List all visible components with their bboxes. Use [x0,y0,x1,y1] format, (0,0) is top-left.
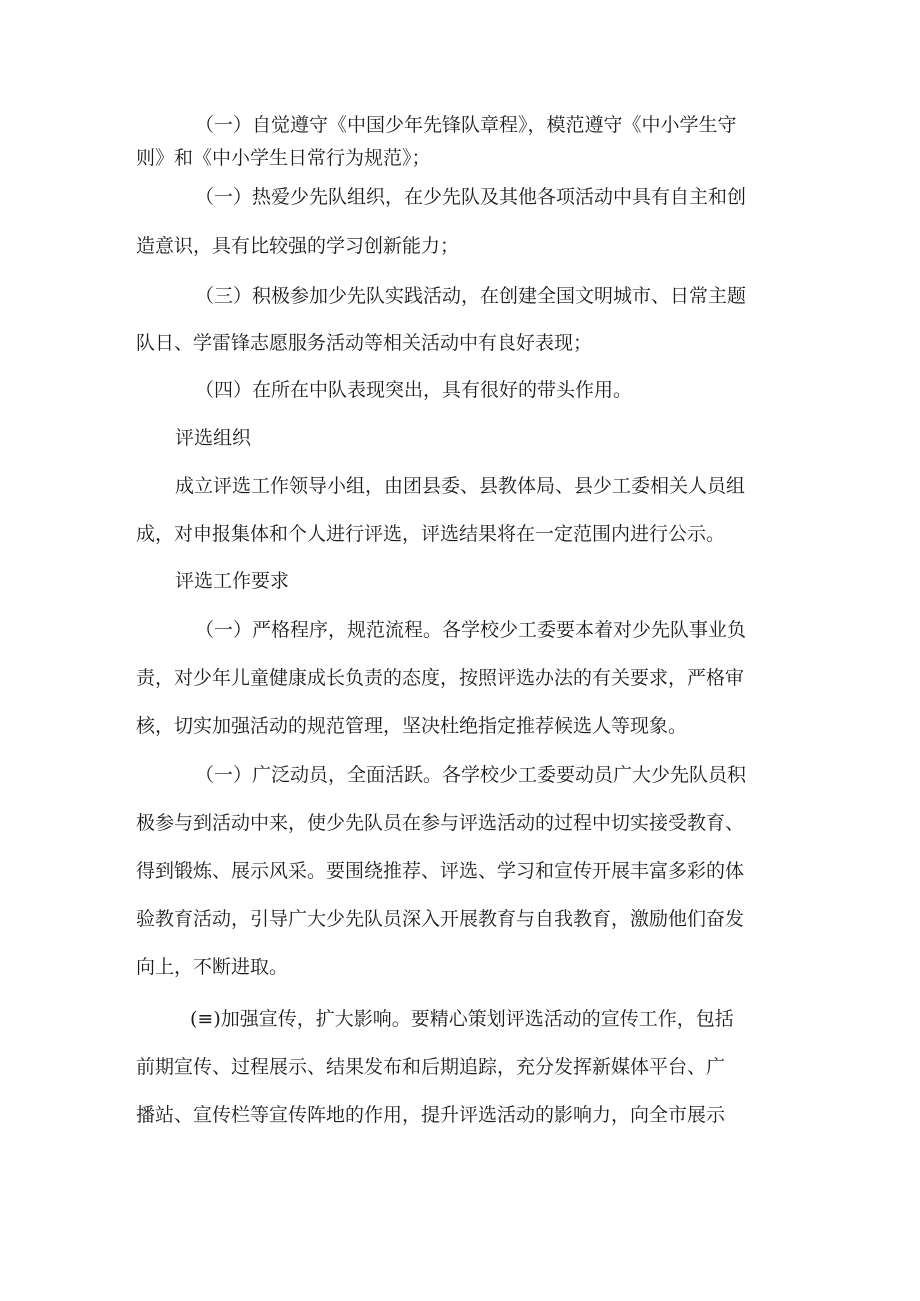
text-line: 成立评选工作领导小组，由团县委、县教体局、县少工委相关人员组 [175,475,746,497]
heading-text: 评选工作要求 [175,570,290,592]
text-line: 前期宣传、过程展示、结果发布和后期追踪，充分发挥新媒体平台、广 [136,1056,726,1078]
text-line: 极参与到活动中来，使少先队员在参与评选活动的过程中切实接受教育、 [136,812,745,834]
text-line: （四）在所在中队表现突出，具有很好的带头作用。 [195,379,633,401]
text-line: （三）积极参加少先队实践活动，在创建全国文明城市、日常主题 [195,285,747,307]
text-line: （一）自觉遵守《中国少年先锋队章程》，模范遵守《中小学生守 [195,114,737,136]
text-line: 则》和《中小学生日常行为规范》； [136,147,431,169]
text-line: (≡)加强宣传，扩大影响。要精心策划评选活动的宣传工作，包括 [190,1008,734,1030]
text-line: （一）严格程序，规范流程。各学校少工委要本着对少先队事业负 [195,619,747,641]
text-line: （一）热爱少先队组织，在少先队及其他各项活动中具有自主和创 [195,186,747,208]
text-line: 验教育活动，引导广大少先队员深入开展教育与自我教育，激励他们奋发 [136,908,745,930]
text-line: 成，对申报集体和个人进行评选，评选结果将在一定范围内进行公示。 [136,523,726,545]
text-line: 向上，不断进取。 [136,956,289,978]
text-line: 责，对少年儿童健康成长负责的态度，按照评选办法的有关要求，严格审 [136,667,745,689]
text-line: 得到锻炼、展示风采。要围绕推荐、评选、学习和宣传开展丰富多彩的体 [136,860,745,882]
text-line: 核，切实加强活动的规范管理，坚决杜绝指定推荐候选人等现象。 [136,715,688,737]
text-line: 播站、宣传栏等宣传阵地的作用，提升评选活动的影响力，向全市展示 [136,1104,726,1126]
text-line: 队日、学雷锋志愿服务活动等相关活动中有良好表现； [136,332,593,354]
text-line: 造意识，具有比较强的学习创新能力； [136,235,460,257]
text-line: （一）广泛动员，全面活跃。各学校少工委要动员广大少先队员积 [195,764,747,786]
heading-text: 评选组织 [175,427,252,449]
